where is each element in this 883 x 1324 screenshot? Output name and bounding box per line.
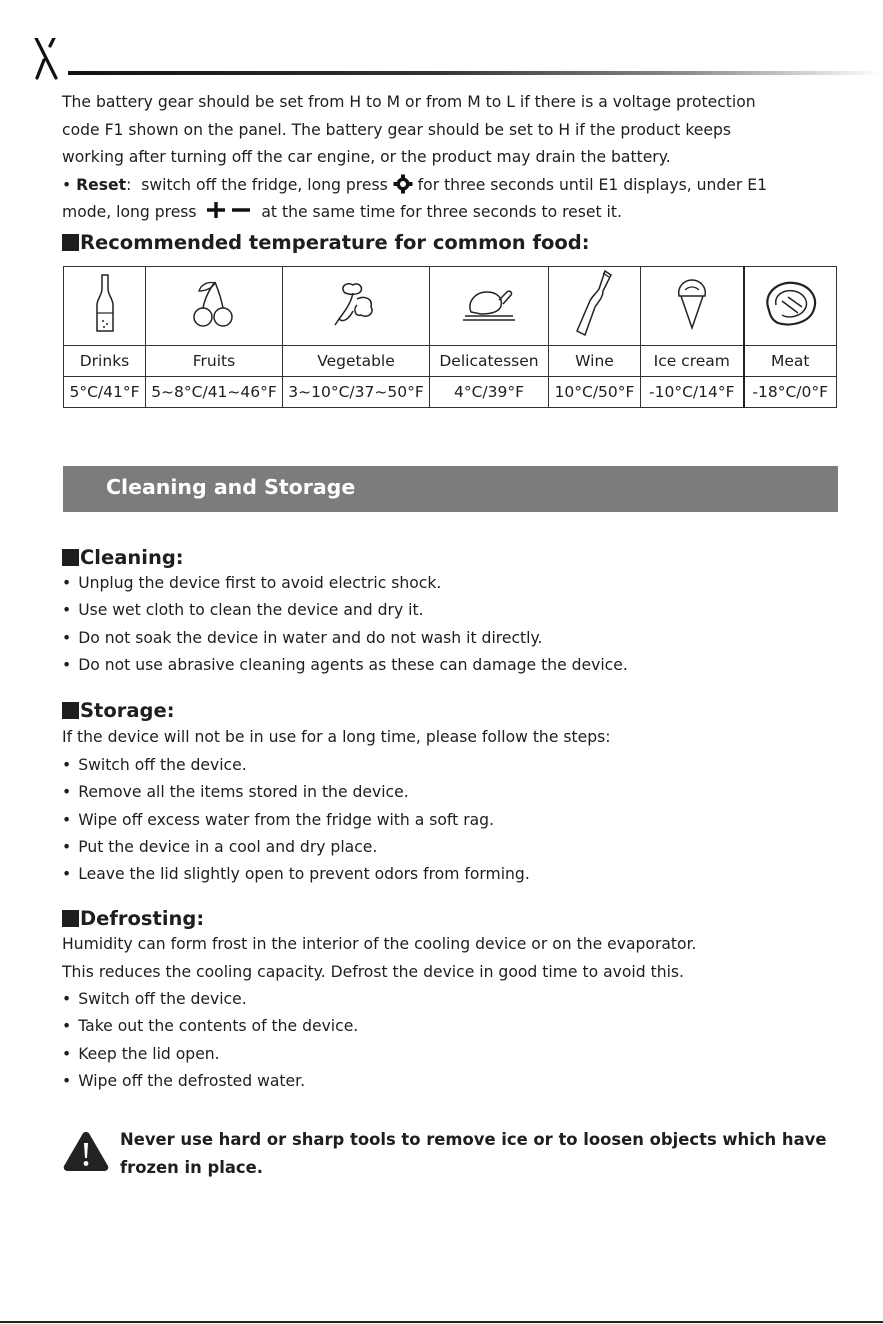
square-bullet-icon	[62, 549, 79, 566]
table-cell	[549, 267, 641, 346]
roast-chicken-icon	[461, 282, 517, 326]
table-row-temps	[64, 377, 837, 408]
table-cell	[146, 267, 283, 346]
recommended-heading	[62, 231, 590, 255]
bottle-icon	[94, 273, 116, 335]
section-title: Cleaning and Storage	[106, 475, 356, 499]
plus-icon	[206, 201, 226, 219]
list-item: • Switch off the device.	[62, 986, 358, 1013]
food-temp: 10°C/50°F	[549, 377, 641, 408]
reset-text: at the same time for three seconds to reset it.	[261, 203, 622, 221]
food-name: Vegetable	[283, 346, 430, 377]
square-bullet-icon	[62, 910, 79, 927]
cherry-icon	[191, 279, 237, 329]
intro-line: code F1 shown on the panel. The battery gear should be set to H if the product keeps	[62, 120, 732, 139]
list-item: • Unplug the device first to avoid electric shock.	[62, 570, 628, 597]
reset-line: • Reset: switch off the fridge, long press for three seconds until E1 displays, under E1	[62, 175, 768, 194]
table-cell	[641, 267, 744, 346]
gear-icon	[393, 174, 413, 194]
list-item: • Remove all the items stored in the device.	[62, 779, 530, 806]
brand-logo-icon	[32, 38, 72, 82]
table-cell	[430, 267, 549, 346]
list-item: • Switch off the device.	[62, 752, 530, 779]
food-temp: 5°C/41°F	[64, 377, 146, 408]
reset-text: mode, long press	[62, 203, 197, 221]
food-temperature-table	[63, 266, 837, 408]
food-temp: 3~10°C/37~50°F	[283, 377, 430, 408]
table-cell	[283, 267, 430, 346]
list-item: • Keep the lid open.	[62, 1041, 358, 1068]
reset-text: for three seconds until E1 displays, under E1	[417, 175, 768, 194]
intro-line: The battery gear should be set from H to M or from M to L if there is a voltage protection	[62, 93, 756, 111]
reset-label: Reset	[76, 175, 127, 194]
list-item: • Use wet cloth to clean the device and dry it.	[62, 597, 628, 624]
square-bullet-icon	[62, 702, 79, 719]
footer-divider	[0, 1321, 883, 1323]
section-banner	[63, 466, 838, 512]
defrosting-list	[62, 986, 358, 1095]
food-temp: -10°C/14°F	[641, 377, 744, 408]
intro-line: working after turning off the car engine, or the product may drain the battery.	[62, 148, 671, 166]
ice-cream-icon	[675, 276, 709, 332]
warning-text: Never use hard or sharp tools to remove ice or to loosen objects which have frozen in place.	[120, 1130, 827, 1177]
list-item: • Do not soak the device in water and do not wash it directly.	[62, 625, 628, 652]
storage-intro: If the device will not be in use for a long time, please follow the steps:	[62, 728, 611, 746]
food-name: Fruits	[146, 346, 283, 377]
food-name: Wine	[549, 346, 641, 377]
steak-icon	[760, 277, 820, 331]
reset-line	[62, 199, 832, 227]
header-divider	[68, 71, 883, 75]
cleaning-heading-text: Cleaning:	[80, 546, 184, 569]
defrosting-heading	[62, 907, 204, 931]
table-row-icons	[64, 267, 837, 346]
table-cell	[744, 267, 837, 346]
list-item: • Leave the lid slightly open to prevent odors from forming.	[62, 861, 530, 888]
minus-icon	[231, 201, 251, 219]
list-item: • Take out the contents of the device.	[62, 1013, 358, 1040]
storage-list	[62, 752, 530, 888]
wine-bottle-icon	[575, 269, 615, 339]
warning-icon	[62, 1130, 110, 1172]
list-item: • Do not use abrasive cleaning agents as these can damage the device.	[62, 652, 628, 679]
defrosting-heading-text: Defrosting:	[80, 907, 205, 930]
food-temp: 4°C/39°F	[430, 377, 549, 408]
square-bullet-icon	[62, 234, 79, 251]
food-name: Ice cream	[641, 346, 744, 377]
defrosting-intro	[62, 931, 832, 986]
food-temp: 5~8°C/41~46°F	[146, 377, 283, 408]
table-row-names	[64, 346, 837, 377]
food-name: Meat	[744, 346, 837, 377]
food-name: Drinks	[64, 346, 146, 377]
list-item: • Wipe off the defrosted water.	[62, 1068, 358, 1095]
table-cell	[64, 267, 146, 346]
list-item: • Wipe off excess water from the fridge with a soft rag.	[62, 807, 530, 834]
list-item: • Put the device in a cool and dry place.	[62, 834, 530, 861]
food-temp: -18°C/0°F	[744, 377, 837, 408]
defrosting-intro-line: This reduces the cooling capacity. Defrost the device in good time to avoid this.	[62, 962, 684, 981]
storage-heading	[62, 699, 175, 723]
recommended-heading-text: Recommended temperature for common food:	[80, 231, 590, 254]
cleaning-list	[62, 570, 628, 679]
defrosting-intro-line: Humidity can form frost in the interior of the cooling device or on the evaporator.	[62, 935, 697, 953]
vegetable-icon	[331, 279, 381, 329]
storage-heading-text: Storage:	[80, 699, 175, 722]
reset-text: switch off the fridge, long press	[141, 175, 388, 194]
cleaning-heading	[62, 546, 184, 570]
battery-gear-paragraph	[62, 89, 832, 227]
food-name: Delicatessen	[430, 346, 549, 377]
